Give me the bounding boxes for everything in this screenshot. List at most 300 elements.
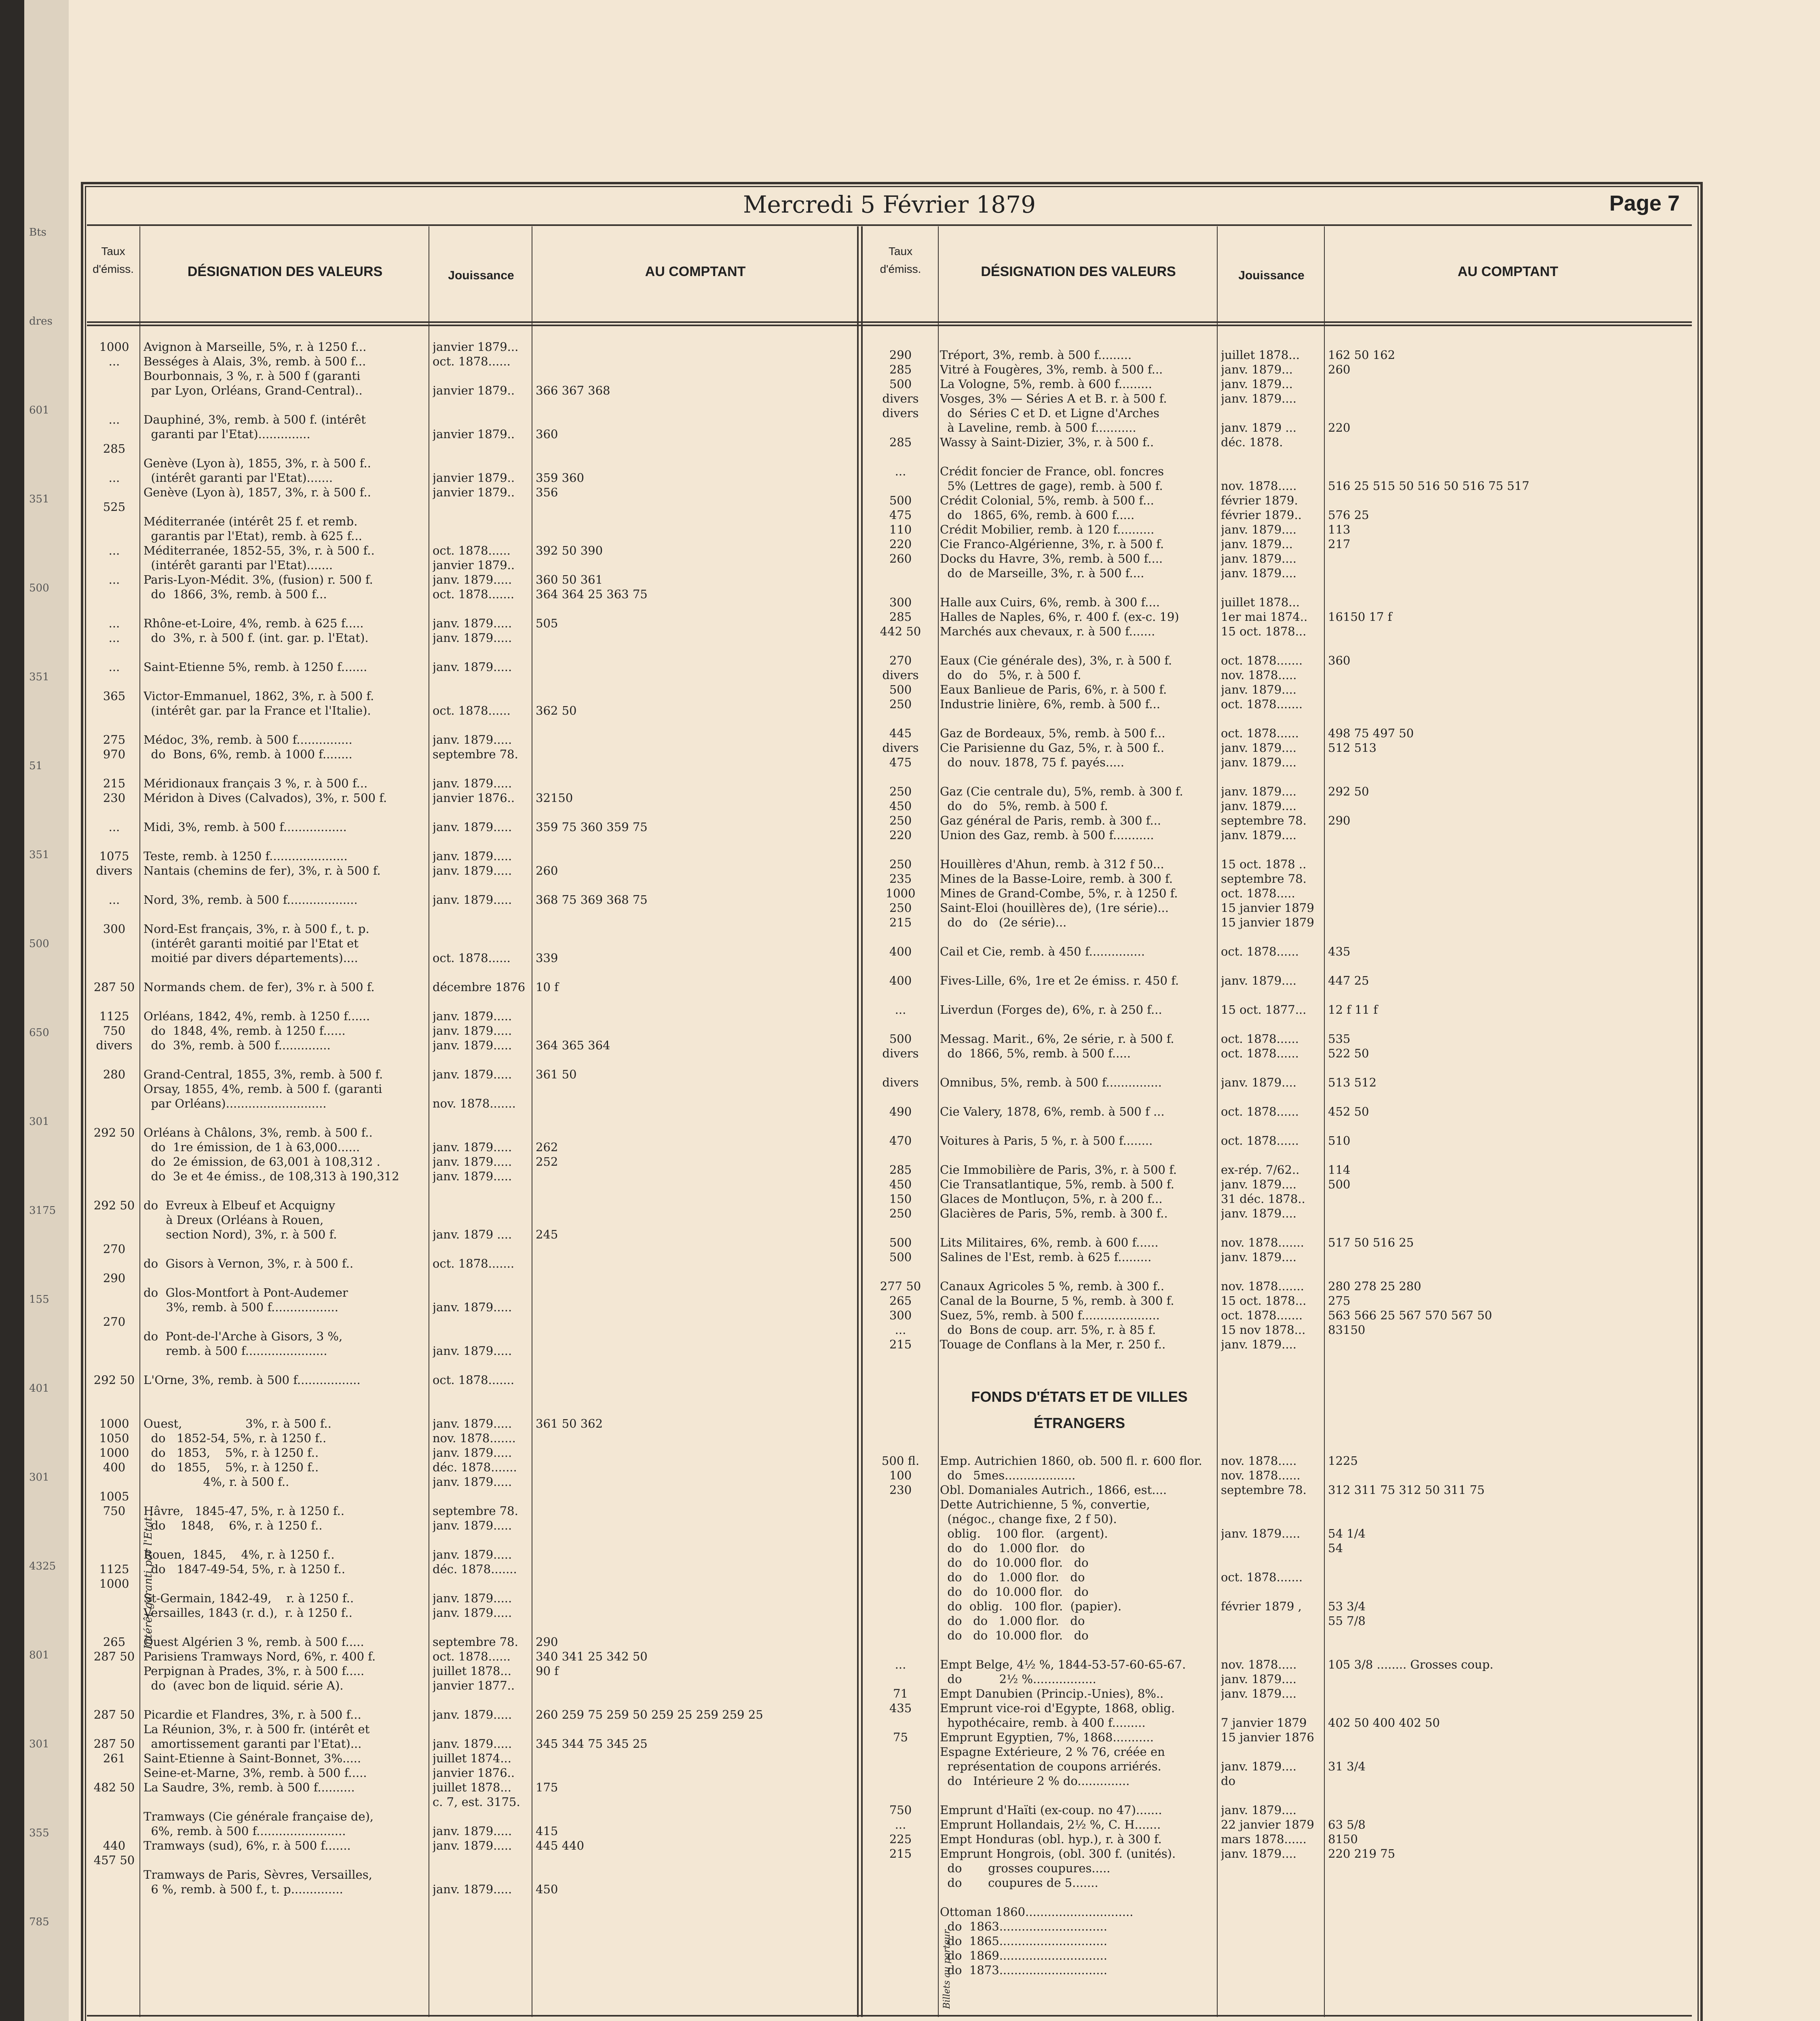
listing-row: [865, 1570, 1820, 1584]
taux-cell: 287 50: [93, 980, 135, 994]
jouissance-cell: janvier 1879..: [433, 558, 515, 572]
comptant-cell: 450: [536, 1882, 558, 1896]
jouissance-cell: janv. 1879 ....: [433, 1228, 512, 1241]
prev-page-fragment: 4325: [29, 1560, 56, 1572]
jouissance-cell: janv. 1879....: [1221, 828, 1297, 842]
jouissance-cell: janv. 1879.....: [433, 776, 512, 790]
designation-cell: 6 %, remb. à 500 f., t. p..............: [144, 1882, 343, 1896]
listing-row: [865, 1148, 1820, 1162]
listing-row: [865, 915, 1820, 930]
listing-row: [865, 639, 1820, 653]
designation-cell: do 1855, 5%, r. à 1250 f..: [144, 1460, 319, 1474]
listing-row: [865, 580, 1820, 595]
listing-row: [89, 1125, 855, 1140]
taux-cell: 250: [889, 901, 912, 915]
jouissance-cell: janvier 1877..: [433, 1679, 515, 1692]
designation-cell: Médoc, 3%, remb. à 500 f...............: [144, 733, 353, 747]
listing-row: [89, 383, 855, 398]
right-taux-head: Taux d'émiss.: [880, 245, 921, 275]
taux-cell: 1050: [99, 1431, 129, 1445]
comptant-cell: 217: [1328, 537, 1351, 551]
listing-row: [89, 1169, 855, 1183]
comptant-cell: 16150 17 f: [1328, 610, 1392, 624]
jouissance-cell: janv. 1879.....: [433, 1548, 512, 1561]
designation-cell: do do (2e série)...: [940, 916, 1067, 929]
jouissance-cell: janv. 1879....: [1221, 1337, 1297, 1351]
listing-row: [89, 1533, 855, 1547]
designation-cell: Nord-Est français, 3%, r. à 500 f., t. p.: [144, 922, 369, 936]
jouissance-cell: oct. 1878......: [1221, 726, 1299, 740]
listing-row: [89, 1780, 855, 1795]
jouissance-cell: 15 janvier 1879: [1221, 901, 1314, 915]
taux-cell: ...: [108, 544, 120, 557]
listing-row: [865, 1817, 1820, 1832]
listing-row: [865, 959, 1820, 973]
listing-row: [865, 1104, 1820, 1119]
listing-row: [865, 1846, 1820, 1861]
jouissance-cell: décembre 1876: [433, 980, 526, 994]
listing-row: [89, 1838, 855, 1853]
comptant-cell: 280 278 25 280: [1328, 1279, 1421, 1293]
designation-cell: Tramways (Cie générale française de),: [144, 1810, 374, 1823]
listing-row: [89, 732, 855, 747]
designation-cell: Crédit Colonial, 5%, remb. à 500 f...: [940, 494, 1154, 507]
jouissance-cell: janv. 1879....: [1221, 785, 1297, 798]
taux-cell: 261: [103, 1751, 126, 1765]
designation-cell: Bourbonnais, 3 %, r. à 500 f (garanti: [144, 369, 361, 383]
listing-row: [865, 1832, 1820, 1846]
comptant-cell: 245: [536, 1228, 558, 1241]
taux-cell: 500 fl.: [881, 1454, 920, 1468]
listing-row: [865, 1090, 1820, 1104]
taux-cell: 475: [889, 508, 912, 522]
jouissance-cell: janv. 1879....: [1221, 566, 1297, 580]
designation-cell: do 1865, 6%, remb. à 600 f.....: [940, 508, 1135, 522]
listing-row: [89, 863, 855, 878]
designation-cell: do 1863.............................: [940, 1920, 1108, 1933]
jouissance-cell: janv. 1879.....: [433, 849, 512, 863]
listing-row: [89, 427, 855, 441]
designation-cell: Avignon à Marseille, 5%, r. à 1250 f...: [144, 340, 367, 354]
listing-row: [865, 1715, 1820, 1730]
taux-cell: 500: [889, 683, 912, 696]
comptant-cell: 54 1/4: [1328, 1527, 1366, 1540]
designation-cell: do oblig. 100 flor. (papier).: [940, 1599, 1122, 1613]
designation-cell: par Lyon, Orléans, Grand-Central)..: [144, 384, 363, 397]
listing-row: [865, 1759, 1820, 1774]
listing-row: [89, 1213, 855, 1227]
listing-row: [865, 1934, 1820, 1948]
taux-cell: 215: [103, 776, 126, 790]
taux-cell: ...: [108, 354, 120, 368]
designation-cell: Gaz de Bordeaux, 5%, remb. à 500 f...: [940, 726, 1165, 740]
listing-row: [865, 1323, 1820, 1337]
listing-row: [865, 1512, 1820, 1526]
listing-row: [89, 689, 855, 703]
jouissance-cell: janv. 1879.....: [433, 733, 512, 747]
jouissance-cell: janvier 1879...: [433, 340, 519, 354]
listing-row: [89, 1344, 855, 1358]
taux-cell: 290: [889, 348, 912, 362]
listing-row: [89, 1416, 855, 1431]
listing-row: [865, 1002, 1820, 1017]
listing-row: [89, 1635, 855, 1649]
comptant-cell: 260: [536, 864, 558, 878]
designation-cell: do 1re émission, de 1 à 63,000......: [144, 1140, 360, 1154]
listing-row: [89, 747, 855, 762]
listing-row: [865, 1905, 1820, 1919]
designation-cell: Parisiens Tramways Nord, 6%, r. 400 f.: [144, 1650, 376, 1663]
jouissance-cell: janv. 1879.....: [433, 1839, 512, 1852]
jouissance-cell: janv. 1879.....: [433, 1300, 512, 1314]
prev-page-fragment: dres: [29, 315, 53, 327]
taux-cell: 270: [103, 1315, 126, 1329]
jouissance-cell: janv. 1879.....: [433, 820, 512, 834]
section-title-fonds: FONDS D'ÉTATS ET DE VILLES: [971, 1388, 1188, 1405]
designation-cell: Emprunt Hongrois, (obl. 300 f. (unités).: [940, 1847, 1176, 1861]
prev-page-fragment: Bts: [29, 226, 46, 238]
comptant-cell: 452 50: [1328, 1105, 1369, 1118]
taux-cell: 270: [889, 654, 912, 667]
jouissance-cell: oct. 1878......: [1221, 1134, 1299, 1148]
listing-row: [89, 1431, 855, 1445]
taux-cell: 1000: [99, 1417, 129, 1430]
designation-cell: Cie Franco-Algérienne, 3%, r. à 500 f.: [940, 537, 1164, 551]
designation-cell: garantis par l'Etat), remb. à 625 f...: [144, 529, 362, 543]
jouissance-cell: janv. 1879.....: [433, 616, 512, 630]
listing-row: [89, 1504, 855, 1518]
jouissance-cell: 31 déc. 1878..: [1221, 1192, 1305, 1206]
taux-cell: 457 50: [93, 1853, 135, 1867]
listing-row: [89, 398, 855, 412]
jouissance-cell: nov. 1878.....: [1221, 668, 1297, 682]
listing-row: [89, 587, 855, 601]
listing-row: [865, 420, 1820, 435]
listing-row: [865, 886, 1820, 901]
designation-cell: do 1873.............................: [940, 1963, 1108, 1977]
designation-cell: 3%, remb. à 500 f..................: [144, 1300, 338, 1314]
listing-row: [89, 1693, 855, 1707]
taux-cell: 400: [889, 945, 912, 958]
book-spine: [0, 0, 24, 2021]
listing-row: [89, 369, 855, 383]
listing-row: [865, 871, 1820, 886]
listing-row: [89, 1227, 855, 1242]
designation-cell: Orsay, 1855, 4%, remb. à 500 f. (garanti: [144, 1082, 382, 1096]
designation-cell: Saint-Etienne 5%, remb. à 1250 f.......: [144, 660, 367, 674]
taux-cell: 1000: [99, 1577, 129, 1591]
jouissance-cell: janv. 1879.....: [433, 893, 512, 907]
listing-row: [865, 566, 1820, 580]
taux-cell: 1000: [99, 340, 129, 354]
taux-cell: 500: [889, 377, 912, 391]
jouissance-cell: 22 janvier 1879: [1221, 1818, 1314, 1831]
comptant-cell: 435: [1328, 945, 1351, 958]
listing-row: [89, 543, 855, 558]
jouissance-cell: janv. 1879....: [1221, 523, 1297, 536]
comptant-cell: 510: [1328, 1134, 1351, 1148]
jouissance-cell: oct. 1878......: [433, 951, 511, 965]
listing-row: [89, 718, 855, 732]
left-comptant-head: AU COMPTANT: [645, 264, 746, 279]
taux-cell: ...: [108, 820, 120, 834]
designation-cell: Cail et Cie, remb. à 450 f...............: [940, 945, 1145, 958]
taux-cell: 1125: [99, 1562, 129, 1576]
taux-cell: 750: [103, 1024, 126, 1038]
taux-cell: divers: [882, 1046, 919, 1060]
taux-cell: 300: [103, 922, 126, 936]
listing-row: [865, 1483, 1820, 1497]
jouissance-cell: janv. 1879.....: [433, 1169, 512, 1183]
comptant-cell: 359 360: [536, 471, 584, 485]
listing-row: [89, 340, 855, 354]
listing-row: [89, 1547, 855, 1562]
jouissance-cell: janv. 1879....: [1221, 552, 1297, 565]
designation-cell: 6%, remb. à 500 f........................: [144, 1824, 346, 1838]
listing-row: [865, 348, 1820, 362]
comptant-cell: 10 f: [536, 980, 559, 994]
listing-row: [865, 1701, 1820, 1715]
comptant-cell: 360: [1328, 654, 1351, 667]
jouissance-cell: 15 nov 1878...: [1221, 1323, 1306, 1337]
jouissance-cell: janv. 1879...: [1221, 537, 1293, 551]
comptant-cell: 105 3/8 ........ Grosses coup.: [1328, 1658, 1494, 1671]
listing-row: [89, 1664, 855, 1678]
jouissance-cell: janv. 1879.....: [433, 1708, 512, 1721]
taux-cell: 500: [889, 1236, 912, 1249]
designation-cell: Orléans, 1842, 4%, remb. à 1250 f......: [144, 1009, 370, 1023]
listing-row: [865, 653, 1820, 668]
comptant-cell: 513 512: [1328, 1076, 1377, 1089]
designation-cell: do do 10.000 flor. do: [940, 1556, 1089, 1570]
taux-cell: 215: [889, 1847, 912, 1861]
left-listing: [89, 340, 855, 1897]
taux-cell: 292 50: [93, 1373, 135, 1387]
designation-cell: do coupures de 5.......: [940, 1876, 1098, 1890]
designation-cell: Eaux (Cie générale des), 3%, r. à 500 f.: [940, 654, 1172, 667]
designation-cell: do 1848, 6%, r. à 1250 f..: [144, 1519, 323, 1532]
listing-row: [89, 936, 855, 951]
listing-row: [865, 391, 1820, 406]
jouissance-cell: janv. 1879.....: [433, 1882, 512, 1896]
listing-row: [89, 572, 855, 587]
designation-cell: do 3%, r. à 500 f. (int. gar. p. l'Etat).: [144, 631, 369, 645]
taux-cell: 230: [103, 791, 126, 805]
prev-page-fragment: 51: [29, 760, 43, 772]
designation-cell: Dauphiné, 3%, remb. à 500 f. (intérêt: [144, 413, 366, 426]
listing-row: [865, 595, 1820, 610]
designation-cell: Emprunt d'Haïti (ex-coup. no 47).......: [940, 1803, 1162, 1817]
jouissance-cell: déc. 1878.......: [433, 1460, 517, 1474]
designation-cell: do do 5%, remb. à 500 f.: [940, 799, 1108, 813]
designation-cell: à Laveline, remb. à 500 f...........: [940, 421, 1136, 435]
taux-cell: 285: [103, 442, 126, 456]
designation-cell: La Réunion, 3%, r. à 500 fr. (intérêt et: [144, 1722, 370, 1736]
listing-row: [865, 1133, 1820, 1148]
designation-cell: Dette Autrichienne, 5 %, convertie,: [940, 1498, 1150, 1511]
listing-row: [865, 973, 1820, 988]
listing-row: [865, 1686, 1820, 1701]
comptant-cell: 517 50 516 25: [1328, 1236, 1414, 1249]
designation-cell: La Vologne, 5%, remb. à 600 f.........: [940, 377, 1152, 391]
prev-page-fragment: 351: [29, 671, 49, 683]
jouissance-cell: 1er mai 1874..: [1221, 610, 1308, 624]
designation-cell: do 1866, 3%, remb. à 500 f...: [144, 587, 327, 601]
jouissance-cell: janv. 1879.....: [433, 631, 512, 645]
jouissance-cell: oct. 1878......: [433, 704, 511, 717]
taux-cell: 750: [103, 1504, 126, 1518]
listing-row: [865, 726, 1820, 740]
listing-row: [89, 1285, 855, 1300]
jouissance-cell: janv. 1879.....: [433, 1475, 512, 1489]
comptant-cell: 505: [536, 616, 558, 630]
listing-row: [865, 711, 1820, 726]
designation-cell: Ottoman 1860.............................: [940, 1905, 1134, 1919]
comptant-cell: 63 5/8: [1328, 1818, 1366, 1831]
listing-row: [89, 1475, 855, 1489]
taux-cell: ...: [895, 464, 906, 478]
designation-cell: Obl. Domaniales Autrich., 1866, est....: [940, 1483, 1167, 1497]
taux-cell: 292 50: [93, 1198, 135, 1212]
listing-row: [865, 770, 1820, 784]
listing-row: [89, 1053, 855, 1067]
listing-row: [89, 1445, 855, 1460]
taux-cell: 275: [103, 733, 126, 747]
comptant-cell: 360 50 361: [536, 573, 603, 586]
taux-cell: 1075: [99, 849, 129, 863]
taux-cell: 270: [103, 1242, 126, 1256]
listing-row: [865, 479, 1820, 493]
taux-cell: 500: [889, 494, 912, 507]
designation-cell: do do 10.000 flor. do: [940, 1585, 1089, 1599]
designation-cell: Empt Danubien (Princip.-Unies), 8%..: [940, 1687, 1164, 1700]
jouissance-cell: déc. 1878.: [1221, 435, 1283, 449]
comptant-cell: 175: [536, 1781, 558, 1794]
listing-row: [89, 485, 855, 500]
listing-row: [865, 944, 1820, 959]
designation-cell: Ouest, 3%, r. à 500 f..: [144, 1417, 331, 1430]
listing-row: [865, 668, 1820, 682]
designation-cell: do 5mes...................: [940, 1468, 1076, 1482]
section-subtitle-etrangers: ÉTRANGERS: [1033, 1415, 1125, 1431]
taux-cell: 290: [103, 1271, 126, 1285]
listing-row: [865, 1366, 1820, 1381]
listing-row: [865, 493, 1820, 508]
jouissance-cell: janv. 1879....: [1221, 392, 1297, 405]
designation-cell: Hâvre, 1845-47, 5%, r. à 1250 f..: [144, 1504, 345, 1518]
listing-row: [865, 449, 1820, 464]
comptant-cell: 53 3/4: [1328, 1599, 1366, 1613]
taux-cell: 250: [889, 697, 912, 711]
listing-row: [89, 892, 855, 907]
taux-cell: ...: [108, 660, 120, 674]
jouissance-cell: oct. 1878......: [433, 354, 511, 368]
jouissance-cell: janv. 1879....: [1221, 974, 1297, 987]
taux-cell: 285: [889, 435, 912, 449]
designation-cell: do Glos-Montfort à Pont-Audemer: [144, 1286, 348, 1300]
comptant-cell: 262: [536, 1140, 558, 1154]
listing-row: [89, 558, 855, 572]
designation-cell: Touage de Conflans à la Mer, r. 250 f..: [940, 1337, 1166, 1351]
listing-row: [865, 1468, 1820, 1483]
comptant-cell: 162 50 162: [1328, 348, 1396, 362]
right-designation-head: DÉSIGNATION DES VALEURS: [981, 264, 1176, 279]
jouissance-cell: janv. 1879.....: [433, 1009, 512, 1023]
jouissance-cell: janv. 1879...: [1221, 363, 1293, 376]
prev-page-fragment: 355: [29, 1827, 49, 1839]
designation-cell: Salines de l'Est, remb. à 625 f.........: [940, 1250, 1152, 1264]
designation-cell: Lits Militaires, 6%, remb. à 600 f......: [940, 1236, 1159, 1249]
jouissance-cell: janv. 1879.....: [433, 1591, 512, 1605]
taux-cell: 490: [889, 1105, 912, 1118]
taux-cell: divers: [882, 392, 919, 405]
jouissance-cell: oct. 1878......: [433, 544, 511, 557]
designation-cell: (intérêt garanti moitié par l'Etat et: [144, 937, 359, 950]
jouissance-cell: septembre 78.: [433, 747, 518, 761]
designation-cell: St-Germain, 1842-49, r. à 1250 f..: [144, 1591, 354, 1605]
designation-cell: Omnibus, 5%, remb. à 500 f...............: [940, 1076, 1162, 1089]
taux-cell: 400: [103, 1460, 126, 1474]
designation-cell: Glaces de Montluçon, 5%, r. à 200 f...: [940, 1192, 1163, 1206]
listing-row: [865, 1119, 1820, 1133]
designation-cell: Midi, 3%, remb. à 500 f.................: [144, 820, 347, 834]
listing-row: [89, 951, 855, 965]
jouissance-cell: janv. 1879....: [1221, 799, 1297, 813]
jouissance-cell: janv. 1879 ...: [1221, 421, 1297, 435]
designation-cell: (négoc., change fixe, 2 f 50).: [940, 1512, 1117, 1526]
designation-cell: Orléans à Châlons, 3%, remb. à 500 f..: [144, 1126, 373, 1139]
jouissance-cell: juillet 1878...: [433, 1781, 511, 1794]
designation-cell: Emprunt Egyptien, 7%, 1868...........: [940, 1730, 1154, 1744]
listing-row: [89, 1605, 855, 1620]
header-rule: [87, 224, 1692, 226]
taux-cell: divers: [96, 1038, 133, 1052]
designation-cell: do do 1.000 flor. do: [940, 1570, 1085, 1584]
listing-row: [89, 791, 855, 805]
listing-row: [89, 1038, 855, 1053]
comptant-cell: 54: [1328, 1541, 1343, 1555]
jouissance-cell: janv. 1879.....: [433, 1446, 512, 1460]
comptant-cell: 32150: [536, 791, 573, 805]
jouissance-cell: juillet 1874...: [433, 1751, 511, 1765]
taux-cell: ...: [108, 631, 120, 645]
prev-page-fragment: 785: [29, 1916, 49, 1928]
listing-row: [89, 1562, 855, 1576]
comptant-cell: 368 75 369 368 75: [536, 893, 648, 907]
designation-cell: Empt Belge, 4½ %, 1844-53-57-60-65-67.: [940, 1658, 1186, 1671]
taux-cell: 287 50: [93, 1708, 135, 1721]
designation-cell: Méridionaux français 3 %, r. à 500 f...: [144, 776, 368, 790]
designation-cell: Grand-Central, 1855, 3%, remb. à 500 f.: [144, 1067, 383, 1081]
taux-cell: 150: [889, 1192, 912, 1206]
designation-cell: Ouest Algérien 3 %, remb. à 500 f.....: [144, 1635, 364, 1649]
listing-row: [89, 470, 855, 485]
comptant-cell: 512 513: [1328, 741, 1377, 755]
listing-row: [865, 624, 1820, 639]
listing-row: [89, 849, 855, 863]
comptant-cell: 275: [1328, 1294, 1351, 1308]
comptant-cell: 260: [1328, 363, 1351, 376]
jouissance-cell: juillet 1878...: [433, 1664, 511, 1678]
taux-cell: 250: [889, 785, 912, 798]
designation-cell: Gaz général de Paris, remb. à 300 f...: [940, 814, 1161, 827]
column-head-rule: [87, 321, 1692, 323]
designation-cell: do 1853, 5%, r. à 1250 f..: [144, 1446, 319, 1460]
comptant-cell: 83150: [1328, 1323, 1366, 1337]
right-listing: [865, 348, 1820, 1977]
jouissance-cell: janv. 1879.....: [433, 1606, 512, 1620]
designation-cell: Emprunt vice-roi d'Egypte, 1868, oblig.: [940, 1701, 1175, 1715]
